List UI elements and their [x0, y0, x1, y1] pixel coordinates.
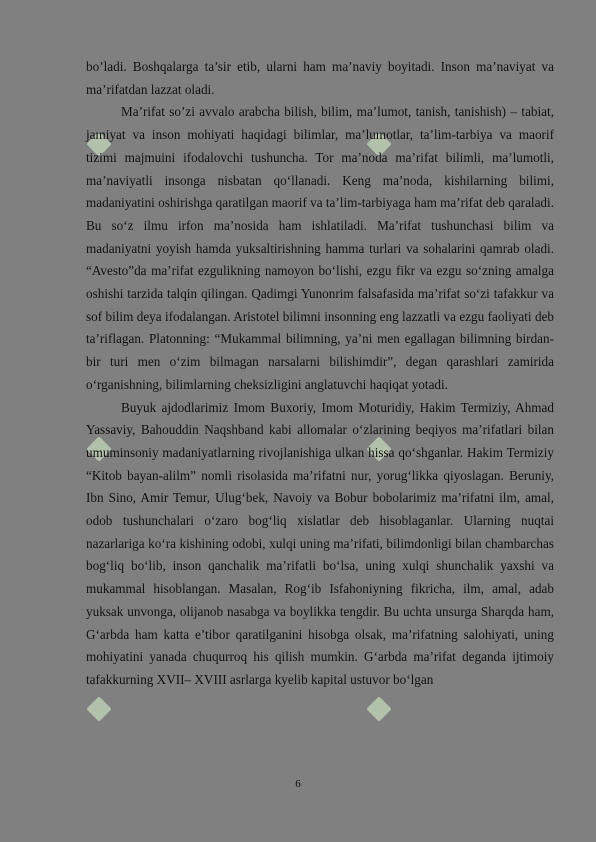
- paragraph-continuation: bo’ladi. Boshqalarga ta’sir etib, ularni ham ma’naviy boyitadi. Inson ma’naviyat va ma’rifatdan lazzat oladi.: [86, 59, 554, 97]
- paragraph-marifat: Ma’rifat so’zi avvalo arabcha bilish, bilim, ma’lumot, tanish, tanishish) – tabiat, jamiyat va inson mohiyati haqidagi bilimlar, ma’lumotlar, ta’lim-tarbiya va maorif tizimi majmuini ifodalovchi tushuncha. Tor ma’noda ma’rifat bilimli, ma’lumotli, ma’naviyatli insonga nisbatan qo‘llanadi. Keng ma’noda, kishilarning bilimi, madaniyatini oshirishga qaratilgan maorif va ta’lim-tarbiyaga ham ma’rifat deb qaraladi. Bu so‘z ilmu irfon ma’nosida ham ishlatiladi. Ma’rifat tushunchasi bilim va madaniyatni yoyish hamda yuksaltirishning hamma turlari va sohalarini qamrab oladi. “Avesto”da ma’rifat ezgulikning namoyon bo‘lishi, ezgu fikr va ezgu so‘zning amalga oshishi tarzida talqin qilingan. Qadimgi Yunonrim falsafasida ma’rifat so‘zi tafakkur va sof bilim deya ifodalangan. Aristotel bilimni insonning eng lazzatli va ezgu faoliyati deb ta’riflagan. Platonning: “Mukammal bilimning, ya’ni men egallagan bilimning birdan-bir turi men o‘zim bilmagan narsalarni bilishimdir”, degan qarashlari zamirida o‘rganishning, bilimlarning cheksizligini anglatuvchi haqiqat yotadi.: [86, 104, 554, 392]
- page-number: 6: [295, 778, 301, 790]
- paragraph-ajdodlar: Buyuk ajdodlarimiz Imom Buxoriy, Imom Moturidiy, Hakim Termiziy, Ahmad Yassaviy, Bahouddin Naqshband kabi allomalar o‘zlarining beqiyos ma’rifatlari bilan umuminsoniy madaniyatlarning rivojlanishiga ulkan hissa qo‘shganlar. Hakim Termiziy “Kitob bayan-alilm” nomli risolasida ma’rifatni nur, yorug‘likka qiyoslagan. Beruniy, Ibn Sino, Amir Temur, Ulug‘bek, Navoiy va Bobur bobolarimiz ma’rifatni ilm, amal, odob tushunchalari o‘zaro bog‘liq xislatlar deb hisoblaganlar. Ularning nuqtai nazarlariga ko‘ra kishining odobi, xulqi uning ma’rifati, bilimdonligi bilan chambarchas bog‘liq bo‘lib, inson qanchalik ma’rifatli bo‘lsa, uning xulqi shunchalik yaxshi va mukammal hisoblangan. Masalan, Rog‘ib Isfahoniyning fikricha, ilm, amal, adab yuksak unvonga, olijanob nasabga va boylikka tengdir. Bu uchta unsurga Sharqda ham, G‘arbda ham katta e’tibor qaratilganini hisobga olsak, ma’rifatning salohiyati, uning mohiyatini yanada chuqurroq his qilish mumkin. G‘arbda ma’rifat deganda ijtimoiy tafakkurning XVII– XVIII asrlarga kyelib kapital ustuvor bo‘lgan: [86, 399, 554, 687]
- watermark-mark: [86, 696, 111, 721]
- watermark-mark: [366, 696, 391, 721]
- document-body: [86, 56, 554, 692]
